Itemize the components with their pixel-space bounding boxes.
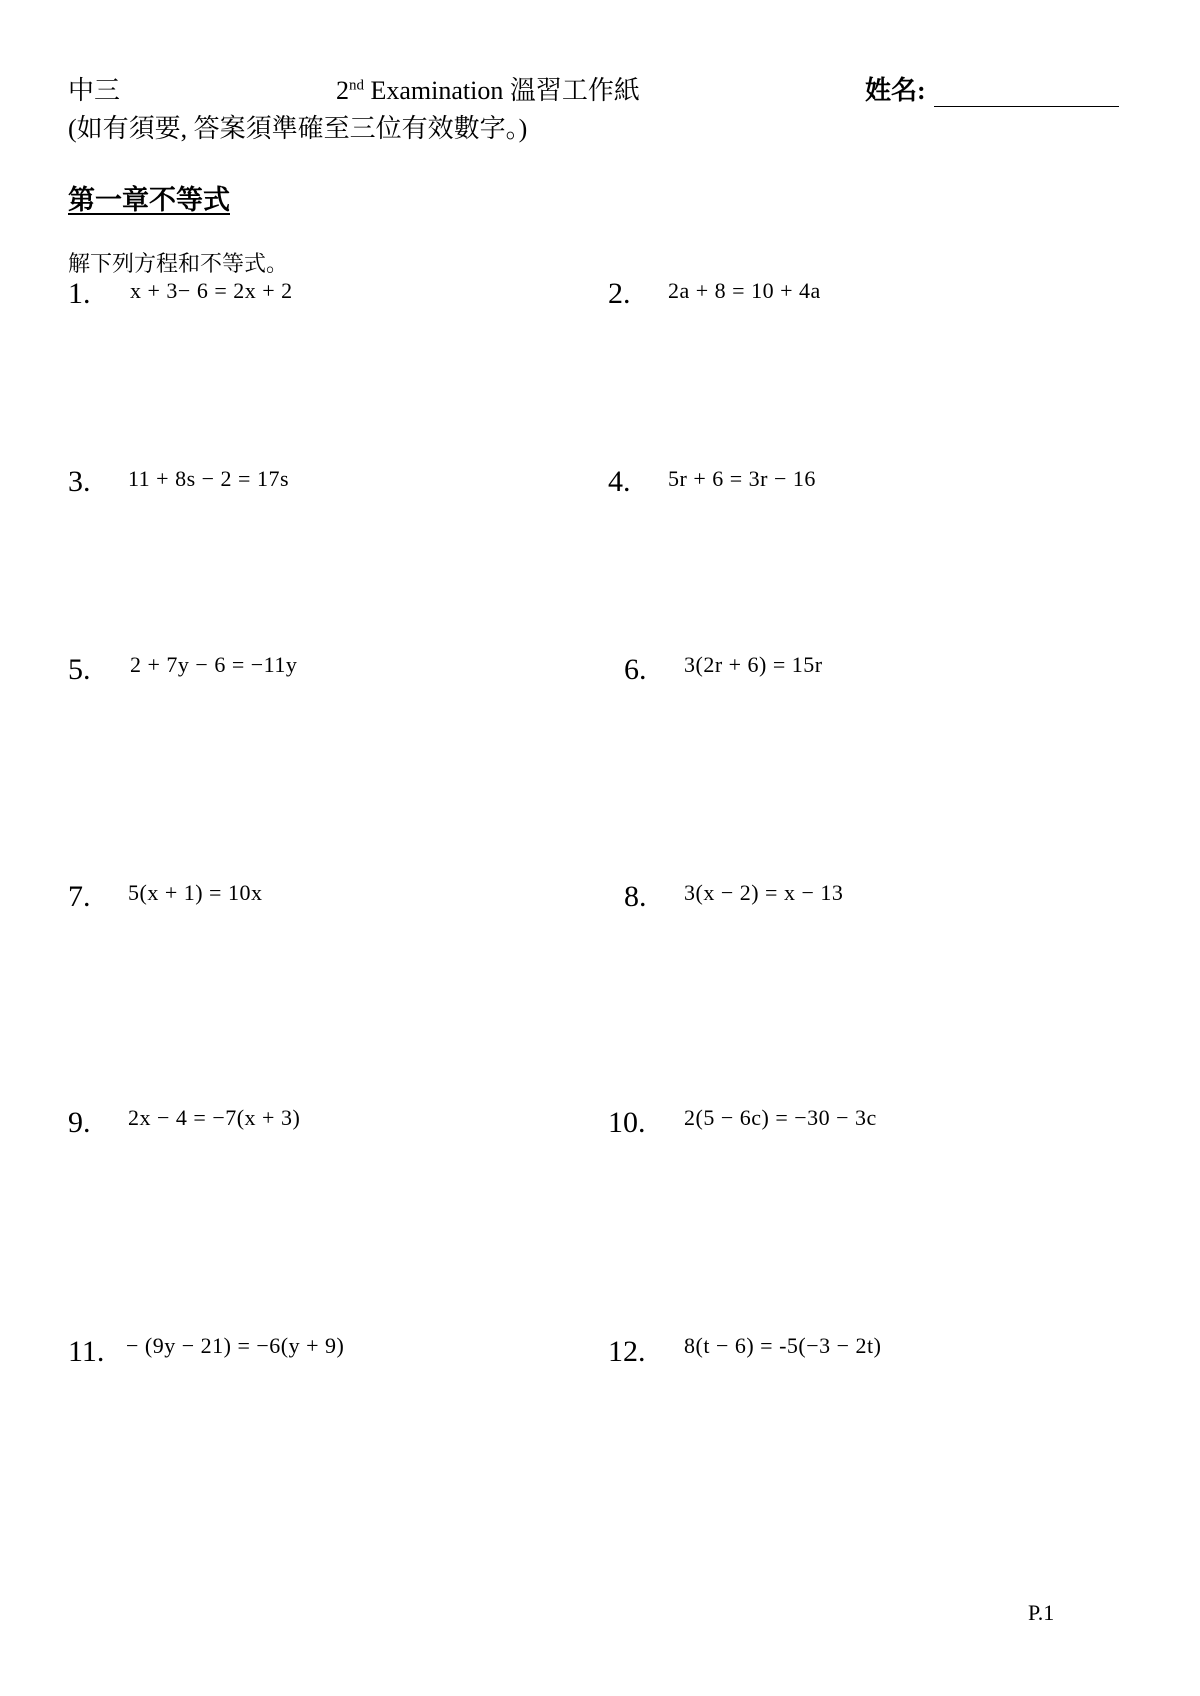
grade-label: 中三 — [68, 76, 121, 105]
page-number: P.1 — [1028, 1600, 1055, 1625]
exam-number: 2 — [336, 76, 349, 105]
chapter-title: 第一章不等式 — [68, 185, 230, 215]
precision-note: (如有須要, 答案須準確至三位有效數字。) — [68, 114, 528, 143]
question-equation: 5r + 6 = 3r − 16 — [668, 466, 816, 491]
name-field — [865, 70, 1119, 107]
question-number: 10. — [608, 1106, 646, 1139]
question-equation: 2x − 4 = −7(x + 3) — [128, 1105, 301, 1130]
question-number: 5. — [68, 653, 91, 686]
question-equation: 8(t − 6) = -5(−3 − 2t) — [684, 1333, 882, 1358]
question-equation: 2a + 8 = 10 + 4a — [668, 278, 821, 303]
question-number: 3. — [68, 465, 91, 498]
question-number: 6. — [624, 653, 647, 686]
question-equation: 3(2r + 6) = 15r — [684, 652, 823, 677]
question-equation: 2(5 − 6c) = −30 − 3c — [684, 1105, 877, 1130]
question-number: 9. — [68, 1106, 91, 1139]
question-equation: 5(x + 1) = 10x — [128, 880, 263, 905]
question-number: 4. — [608, 465, 631, 498]
instruction-text: 解下列方程和不等式。 — [68, 251, 289, 276]
exam-title — [336, 70, 640, 107]
question-number: 12. — [608, 1335, 646, 1368]
question-equation: 3(x − 2) = x − 13 — [684, 880, 844, 905]
name-label: 姓名: — [865, 76, 926, 105]
name-blank-line[interactable] — [934, 82, 1119, 107]
question-equation: − (9y − 21) = −6(y + 9) — [126, 1333, 345, 1358]
question-equation: 2 + 7y − 6 = −11y — [130, 652, 298, 677]
question-number: 8. — [624, 880, 647, 913]
question-number: 2. — [608, 277, 631, 310]
question-number: 11. — [68, 1335, 105, 1368]
question-number: 7. — [68, 880, 91, 913]
question-number: 1. — [68, 277, 91, 310]
exam-title-text: Examination 溫習工作紙 — [370, 76, 640, 105]
question-equation: x + 3− 6 = 2x + 2 — [130, 278, 293, 303]
exam-number-suffix: nd — [349, 77, 364, 94]
question-equation: 11 + 8s − 2 = 17s — [128, 466, 290, 491]
